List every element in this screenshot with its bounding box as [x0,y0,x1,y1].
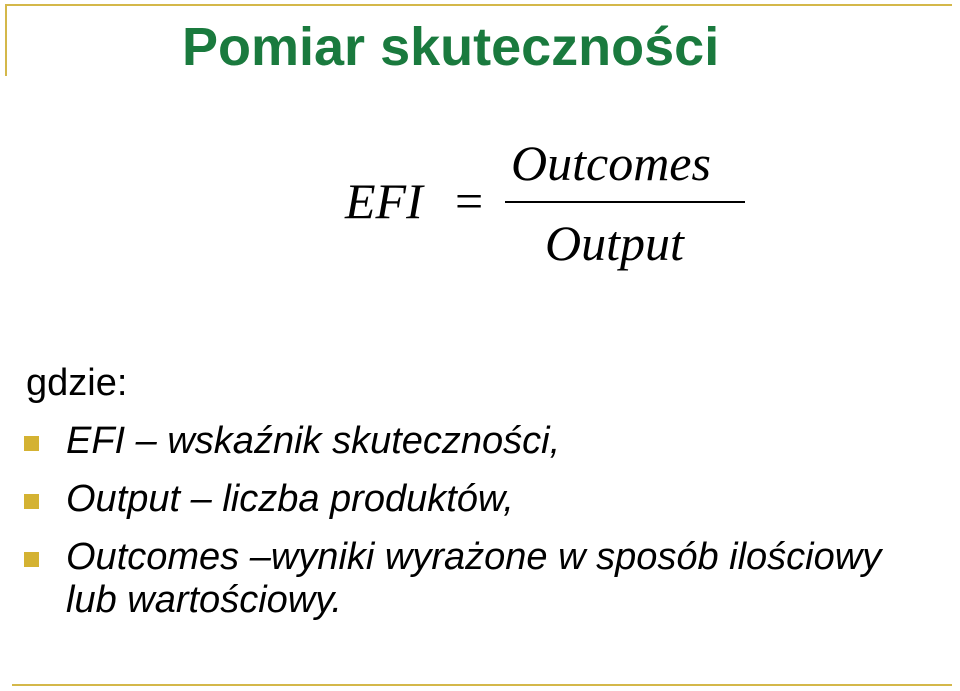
bullet-text: Output – liczba produktów, [66,478,514,520]
bullet-text: Outcomes –wyniki wyrażone w sposób ilościowy lub wartościowy. [66,536,882,621]
formula-numerator: Outcomes [511,135,711,191]
definition-outcomes [24,536,924,622]
definition-output [24,478,924,521]
frame-bottom-line [12,684,952,686]
slide-title: Pomiar skuteczności [182,17,720,77]
where-label: gdzie: [26,362,128,404]
frame-top-line [5,4,952,6]
definition-list [24,420,924,637]
bullet-square-icon [24,436,39,451]
bullet-square-icon [24,552,39,567]
formula-lhs: EFI [345,173,423,229]
frame-left-line [5,4,7,76]
definition-efi [24,420,924,463]
formula-equals: = [455,173,484,229]
bullet-text: EFI – wskaźnik skuteczności, [66,420,561,462]
bullet-square-icon [24,494,39,509]
fraction-bar [505,201,745,203]
formula-denominator: Output [545,215,684,271]
efi-formula [345,135,765,278]
